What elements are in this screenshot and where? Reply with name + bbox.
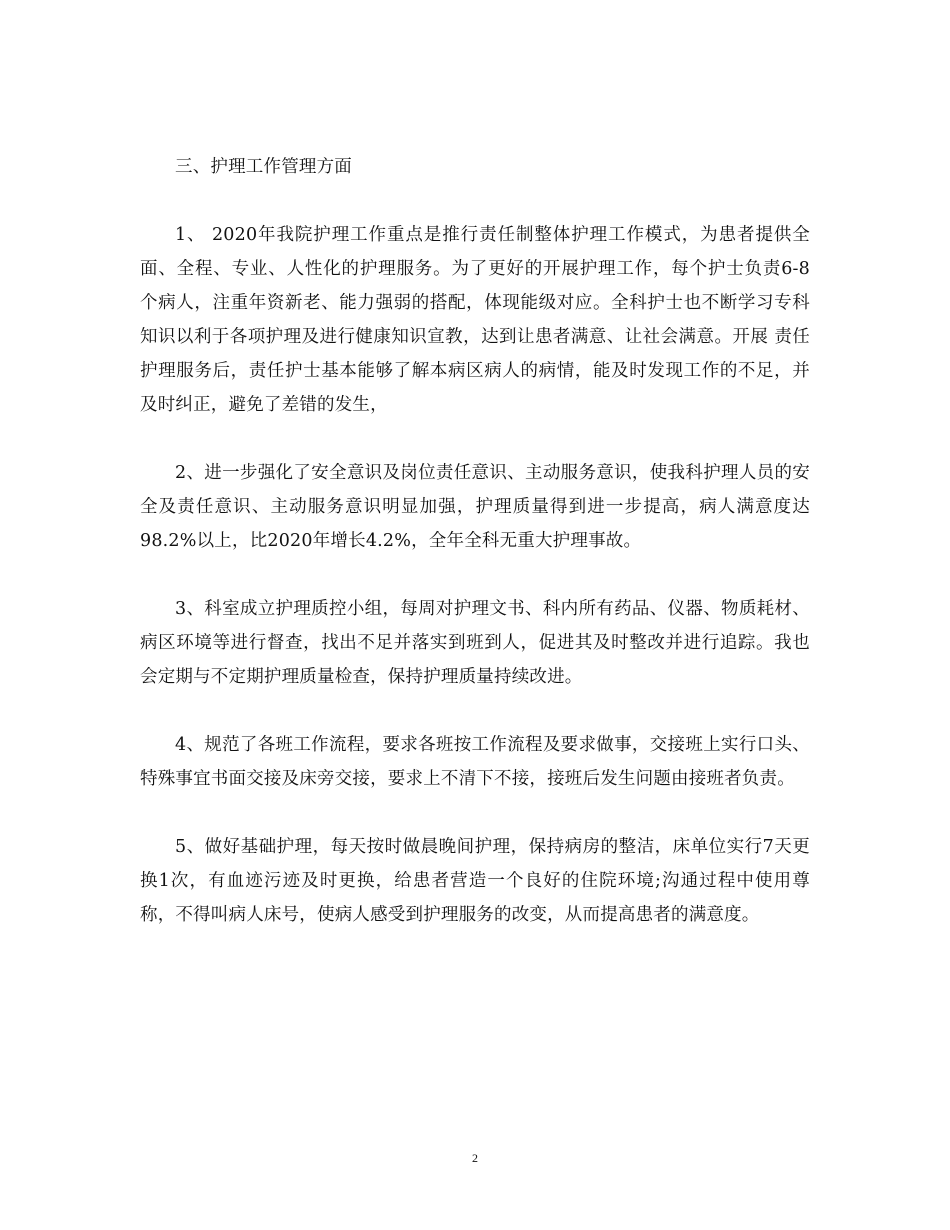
paragraph-5: 5、做好基础护理，每天按时做晨晚间护理，保持病房的整洁，床单位实行7天更换1次，有血迹污迹及时更换，给患者营造一个良好的住院环境;沟通过程中使用尊称，不得叫病人床号，使病人感受到护理服务的改变，从而提高患者的满意度。 xyxy=(140,837,810,925)
paragraph-3: 3、科室成立护理质控小组，每周对护理文书、科内所有药品、仪器、物质耗材、病区环境等进行督查，找出不足并落实到班到人，促进其及时整改并进行追踪。我也会定期与不定期护理质量检查，保持护理质量持续改进。 xyxy=(140,599,810,687)
section-heading: 三、护理工作管理方面 xyxy=(175,157,352,177)
page-number: 2 xyxy=(472,1151,478,1165)
document-body xyxy=(140,150,810,966)
paragraph-2: 2、进一步强化了安全意识及岗位责任意识、主动服务意识，使我科护理人员的安全及责任意识、主动服务意识明显加强，护理质量得到进一步提高，病人满意度达98.2%以上，比2020年增长4.2%，全年全科无重大护理事故。 xyxy=(140,463,810,551)
paragraph-1: 1、 2020年我院护理工作重点是推行责任制整体护理工作模式，为患者提供全面、全程、专业、人性化的护理服务。为了更好的开展护理工作，每个护士负责6-8 个病人，注重年资新老、能力强弱的搭配，体现能级对应。全科护士也不断学习专科知识以利于各项护理及进行健康知识宣教，达到让患者满意、让社会满意。开展 责任护理服务后，责任护士基本能够了解本病区病人的病情，能及时发现工作的不足，并及时纠正，避免了差错的发生， xyxy=(140,225,810,415)
paragraph-4: 4、规范了各班工作流程，要求各班按工作流程及要求做事，交接班上实行口头、特殊事宜书面交接及床旁交接，要求上不清下不接，接班后发生问题由接班者负责。 xyxy=(140,735,810,789)
